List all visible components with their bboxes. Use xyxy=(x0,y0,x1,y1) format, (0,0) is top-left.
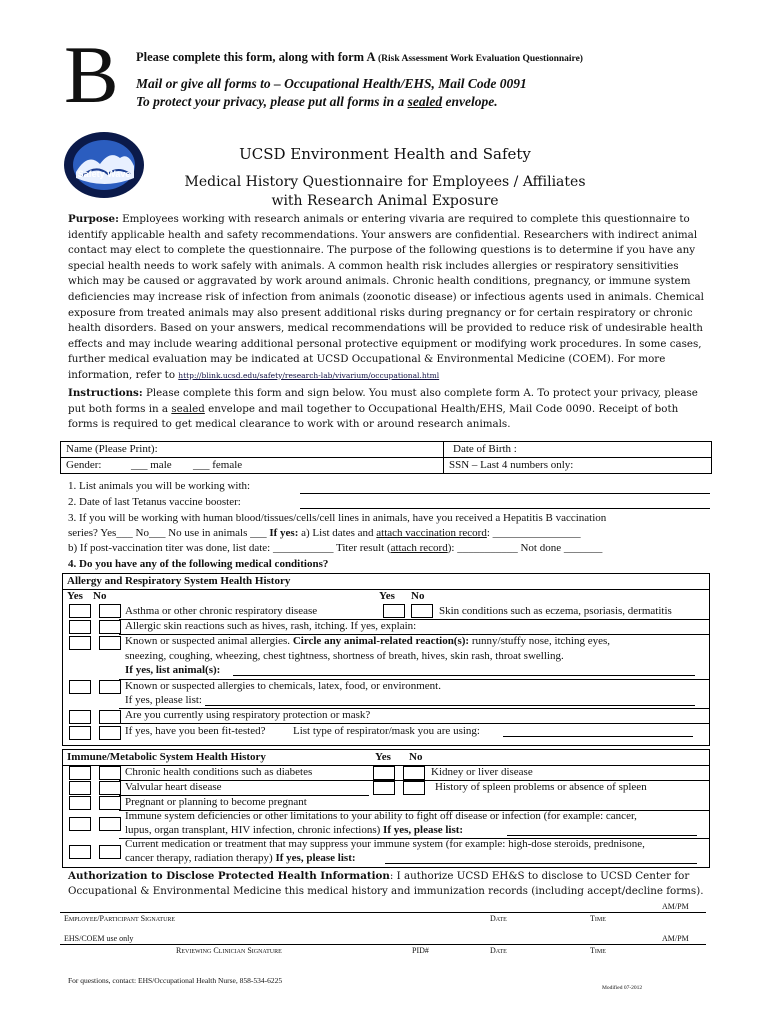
question-2: 2. Date of last Tetanus vaccine booster: xyxy=(68,496,241,508)
diabetes-yes-checkbox[interactable] xyxy=(69,766,91,780)
gender-male-option[interactable]: ___ male xyxy=(131,459,172,471)
clinician-signature-line[interactable] xyxy=(60,944,706,945)
kidney-label: Kidney or liver disease xyxy=(431,766,533,778)
question-3: 3. If you will be working with human blood/tissues/cells/cell lines in animals, have you received a Hepatitis B vaccination xyxy=(68,512,607,524)
employee-signature-line[interactable] xyxy=(60,912,706,913)
question-1: 1. List animals you will be working with: xyxy=(68,480,251,492)
gender-female-option[interactable]: ___ female xyxy=(193,459,243,471)
chemical-allergy-yes-checkbox[interactable] xyxy=(69,680,91,694)
ssn-field[interactable]: SSN – Last 4 numbers only: xyxy=(449,459,574,471)
medication-list-label: cancer therapy, radiation therapy) If yes, please list: xyxy=(125,852,356,864)
question-4: 4. Do you have any of the following medical conditions? xyxy=(68,558,329,570)
page-title: UCSD Environment Health and Safety xyxy=(239,145,531,163)
ehs-use-only-label: EHS/COEM use only xyxy=(64,934,134,943)
chemical-allergy-line[interactable] xyxy=(205,705,695,706)
subtitle-line-2: with Research Animal Exposure xyxy=(271,193,499,209)
animal-allergy-yes-checkbox[interactable] xyxy=(69,636,91,650)
chemical-allergy-no-checkbox[interactable] xyxy=(99,680,121,694)
question-3a[interactable]: series? Yes___ No___ No use in animals ___ If yes: a) List dates and attach vaccination record: ________________ xyxy=(68,527,581,539)
allergy-heading: Allergy and Respiratory System Health History xyxy=(67,575,291,587)
allergy-yes-header: Yes xyxy=(67,590,83,602)
medication-label: Current medication or treatment that may suppress your immune system (for example: high-dose steroids, prednisone, xyxy=(125,838,645,850)
date-label-2: Date xyxy=(490,946,507,955)
name-field[interactable]: Name (Please Print): xyxy=(66,443,158,455)
skin-conditions-label: Skin conditions such as eczema, psoriasis, dermatitis xyxy=(439,605,672,617)
subtitle-line-1: Medical History Questionnaire for Employees / Affiliates xyxy=(184,174,586,190)
pregnant-label: Pregnant or planning to become pregnant xyxy=(125,796,307,808)
medication-yes-checkbox[interactable] xyxy=(69,845,91,859)
respirator-type-label: List type of respirator/mask you are using: xyxy=(293,725,480,737)
header-line-1-main: Please complete this form, along with form A xyxy=(136,50,375,64)
skin-conditions-yes-checkbox[interactable] xyxy=(383,604,405,618)
time-label-1: Time xyxy=(590,914,606,923)
spleen-no-checkbox[interactable] xyxy=(403,781,425,795)
respirator-type-line[interactable] xyxy=(503,736,693,737)
employee-signature-label: Employee/Participant Signature xyxy=(64,914,176,923)
time-label-2: Time xyxy=(590,946,606,955)
immune-deficiency-label: Immune system deficiencies or other limitations to your ability to fight off disease or infection (for example: cancer, xyxy=(125,810,637,822)
list-animals-line[interactable] xyxy=(233,675,695,676)
pid-label: PID# xyxy=(412,946,429,955)
heart-yes-checkbox[interactable] xyxy=(69,781,91,795)
form-letter: B xyxy=(64,29,119,120)
footer-modified-date: Modified 07-2012 xyxy=(602,985,643,991)
header-line-1 xyxy=(136,50,583,65)
page-subtitle xyxy=(0,173,770,211)
allergy-no-header-right: No xyxy=(411,590,425,602)
asthma-label: Asthma or other chronic respiratory disease xyxy=(125,605,318,617)
allergy-history-table xyxy=(62,573,710,746)
skin-reactions-no-checkbox[interactable] xyxy=(99,620,121,634)
instructions-paragraph: Instructions: Please complete this form and sign below. You must also complete form A. To protect your privacy, please put both forms in a sealed envelope and mail together to Occupational Health/EHS, Mail Code 0090. Receipt of both forms is required to get medical clearance to work with or around research animals. xyxy=(68,387,698,431)
kidney-yes-checkbox[interactable] xyxy=(373,766,395,780)
diabetes-no-checkbox[interactable] xyxy=(99,766,121,780)
immune-deficiency-no-checkbox[interactable] xyxy=(99,817,121,831)
immune-heading: Immune/Metabolic System Health History xyxy=(67,751,266,763)
gender-label: Gender: xyxy=(66,459,102,471)
header-mail-instructions xyxy=(136,75,527,111)
asthma-no-checkbox[interactable] xyxy=(99,604,121,618)
chemical-allergy-list-label: If yes, please list: xyxy=(125,694,202,706)
medication-line[interactable] xyxy=(385,863,697,864)
immune-no-header: No xyxy=(409,751,423,763)
logo-text: Safety Wave xyxy=(77,169,131,179)
immune-deficiency-list-label: lupus, organ transplant, HIV infection, chronic infections) If yes, please list: xyxy=(125,824,464,836)
fit-test-no-checkbox[interactable] xyxy=(99,726,121,740)
header-line-3: To protect your privacy, please put all forms in a sealed envelope. xyxy=(136,94,498,109)
respirator-no-checkbox[interactable] xyxy=(99,710,121,724)
skin-reactions-yes-checkbox[interactable] xyxy=(69,620,91,634)
tetanus-answer-line[interactable] xyxy=(300,508,710,509)
medication-no-checkbox[interactable] xyxy=(99,845,121,859)
ampm-label-1: AM/PM xyxy=(662,902,689,911)
footer-contact: For questions, contact: EHS/Occupational Health Nurse, 858-534-6225 xyxy=(68,976,283,985)
personal-info-box xyxy=(60,441,712,474)
diabetes-label: Chronic health conditions such as diabetes xyxy=(125,766,313,778)
pregnant-no-checkbox[interactable] xyxy=(99,796,121,810)
animal-allergy-label: Known or suspected animal allergies. Circle any animal-related reaction(s): runny/stuffy nose, itching eyes, xyxy=(125,635,611,647)
animals-answer-line[interactable] xyxy=(300,493,710,494)
immune-deficiency-line[interactable] xyxy=(507,835,697,836)
clinician-signature-label: Reviewing Clinician Signature xyxy=(176,946,282,955)
dob-field[interactable]: Date of Birth : xyxy=(453,443,517,455)
respirator-yes-checkbox[interactable] xyxy=(69,710,91,724)
occupational-health-link[interactable]: http://blink.ucsd.edu/safety/research-lab/vivarium/occupational.html xyxy=(178,370,440,380)
immune-deficiency-yes-checkbox[interactable] xyxy=(69,817,91,831)
skin-reactions-label: Allergic skin reactions such as hives, rash, itching. If yes, explain: xyxy=(125,620,417,632)
allergy-yes-header-right: Yes xyxy=(379,590,395,602)
heart-no-checkbox[interactable] xyxy=(99,781,121,795)
date-label-1: Date xyxy=(490,914,507,923)
spleen-yes-checkbox[interactable] xyxy=(373,781,395,795)
spleen-label: History of spleen problems or absence of spleen xyxy=(435,781,647,793)
header-line-2: Mail or give all forms to – Occupational Health/EHS, Mail Code 0091 xyxy=(136,76,527,91)
fit-test-label: If yes, have you been fit-tested? xyxy=(125,725,266,737)
allergy-no-header: No xyxy=(93,590,107,602)
list-animals-label: If yes, list animal(s): xyxy=(125,664,221,676)
header-line-1-small: (Risk Assessment Work Evaluation Questionnaire) xyxy=(377,54,583,64)
asthma-yes-checkbox[interactable] xyxy=(69,604,91,618)
heart-label: Valvular heart disease xyxy=(125,781,222,793)
respirator-label: Are you currently using respiratory protection or mask? xyxy=(125,709,371,721)
pregnant-yes-checkbox[interactable] xyxy=(69,796,91,810)
authorization-paragraph: Authorization to Disclose Protected Health Information: I authorize UCSD EH&S to disclose to UCSD Center for Occupational & Environmental Medicine this medical history and immunization records (including accept/decline forms). xyxy=(68,870,704,897)
animal-reactions-list[interactable]: sneezing, coughing, wheezing, chest tightness, shortness of breath, hives, skin rash, throat swelling. xyxy=(125,650,564,662)
question-3b[interactable]: b) If post-vaccination titer was done, list date: ___________ Titer result (attach record): ___________ Not done _______ xyxy=(68,542,603,554)
immune-yes-header: Yes xyxy=(375,751,391,763)
animal-allergy-no-checkbox[interactable] xyxy=(99,636,121,650)
ampm-label-2: AM/PM xyxy=(662,934,689,943)
skin-conditions-no-checkbox[interactable] xyxy=(411,604,433,618)
kidney-no-checkbox[interactable] xyxy=(403,766,425,780)
chemical-allergy-label: Known or suspected allergies to chemicals, latex, food, or environment. xyxy=(125,680,441,692)
fit-test-yes-checkbox[interactable] xyxy=(69,726,91,740)
purpose-paragraph: Purpose: Employees working with research animals or entering vivaria are required to complete this questionnaire to identify applicable health and safety recommendations. Your answers are confidential. Researchers with indirect animal contact may elect to complete the questionnaire. The purpose of the following questions is to determine if you have any special health needs to work safely with animals. A common health risk includes allergies or respiratory sensitivities which may be caused or aggravated by work around animals. Chronic health conditions, pregnancy, or immune system deficiencies may increase risk of infection from animals (zoonotic disease) or infectious agents used in animals. Chemical exposure from treated animals may also present additional risks during pregnancy or for certain respiratory or chronic health disorders. Based on your answers, medical recommendations will be provided to reduce risk of undesirable health effects and may include wearing additional personal protective equipment or modifying work procedures. In some cases, further medical evaluation may be indicated at UCSD Occupational & Environmental Medicine (COEM). For more information, refer to http://blink.ucsd.edu/safety/research-lab/vivarium/occupational.html xyxy=(68,213,704,381)
immune-history-table xyxy=(62,749,710,868)
